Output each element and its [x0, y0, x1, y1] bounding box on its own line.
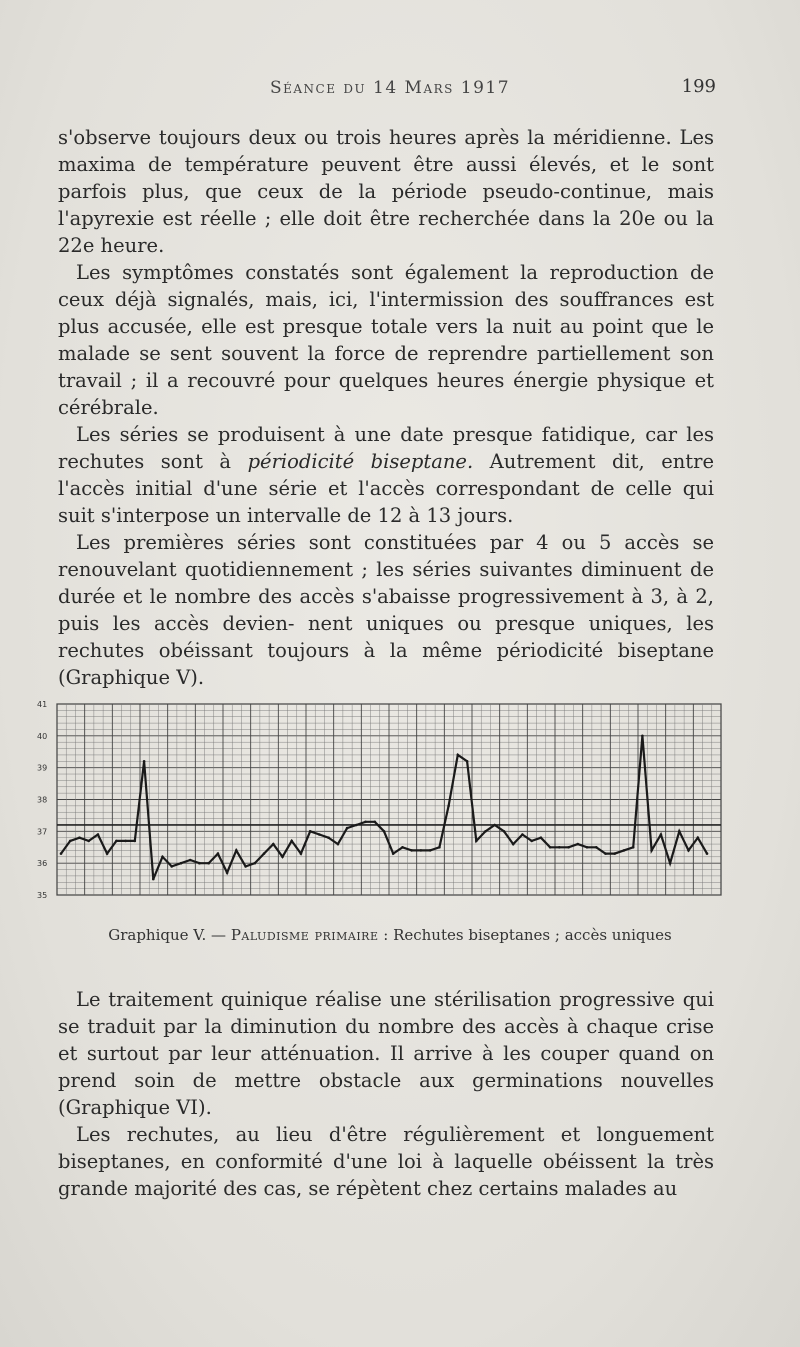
temperature-point — [567, 846, 570, 849]
paragraph-6: Les rechutes, au lieu d'être régulièrement et longuement biseptanes, en conformité d'une loi à laquelle obéissent la très grande majorité des cas, se répètent chez certains malades au — [58, 1123, 714, 1200]
y-tick-label: 37 — [37, 827, 48, 837]
temperature-point — [392, 852, 395, 855]
temperature-point — [272, 843, 275, 846]
temperature-point — [447, 805, 450, 808]
paragraph-3-end: Autrement dit, entre l'accès initial d'une série et l'accès correspondant de celle qui suit s'interpose un intervalle de 12 à 13 jours. — [58, 450, 714, 527]
temperature-point — [650, 849, 653, 852]
temperature-point — [346, 827, 349, 830]
temperature-point — [364, 821, 367, 824]
temperature-point — [493, 824, 496, 827]
y-tick-label: 38 — [37, 795, 48, 805]
temperature-point — [124, 840, 127, 843]
temperature-point — [254, 862, 257, 865]
temperature-point — [577, 843, 580, 846]
temperature-point — [244, 865, 247, 868]
paragraph-4: Les premières séries sont constituées par 4 ou 5 accès se renouvelant quotidiennement ; les séries suivantes diminuent de durée et le nombre des accès s'abaisse progressivement à 3, à 2, puis les accès devien- nent uniques ou presque uniques, les rechutes obéissant toujours à la même périodicité biseptane (Graphique V). — [58, 531, 714, 689]
temperature-point — [632, 846, 635, 849]
temperature-point — [475, 840, 478, 843]
temperature-point — [697, 836, 700, 839]
temperature-point — [318, 833, 321, 836]
temperature-chart-svg — [35, 690, 725, 910]
temperature-point — [217, 852, 220, 855]
temperature-point — [134, 840, 137, 843]
temperature-point — [152, 878, 155, 881]
caption-prefix: Graphique V. — — [108, 926, 231, 944]
temperature-point — [595, 846, 598, 849]
temperature-point — [106, 852, 109, 855]
paragraph-3-start: Les séries se produisent à une date presque fatidique, car les rechutes sont à — [58, 423, 714, 473]
temperature-point — [226, 871, 229, 874]
temperature-point — [678, 830, 681, 833]
temperature-point — [586, 846, 589, 849]
temperature-point — [641, 735, 644, 738]
temperature-point — [309, 830, 312, 833]
temperature-point — [300, 852, 303, 855]
body-text-after-figure — [58, 986, 714, 1202]
temperature-point — [521, 833, 524, 836]
temperature-point — [429, 849, 432, 852]
temperature-point — [161, 856, 164, 859]
paragraph-1: s'observe toujours deux ou trois heures après la méridienne. Les maxima de température peuvent être aussi élevés, et le sont parfois plus, que ceux de la période pseudo-continue, mais l'apyrexie est réelle ; elle doit être recherchée dans la 20e ou la 22e heure. — [58, 126, 714, 257]
temperature-point — [530, 840, 533, 843]
figure-caption — [40, 926, 740, 944]
temperature-point — [623, 849, 626, 852]
y-tick-label: 39 — [37, 763, 48, 773]
temperature-point — [60, 852, 63, 855]
temperature-point — [558, 846, 561, 849]
y-tick-label: 41 — [37, 700, 48, 709]
running-title: Séance du 14 Mars 1917 — [269, 78, 511, 98]
temperature-point — [115, 840, 118, 843]
temperature-point — [669, 862, 672, 865]
caption-title: Paludisme primaire — [230, 926, 379, 944]
temperature-point — [235, 849, 238, 852]
temperature-point — [613, 852, 616, 855]
temperature-point — [180, 862, 183, 865]
temperature-point — [410, 849, 413, 852]
page-number: 199 — [681, 76, 716, 97]
temperature-point — [78, 836, 81, 839]
temperature-point — [660, 833, 663, 836]
temperature-point — [189, 859, 192, 862]
paragraph-3-emphasis: périodicité biseptane. — [247, 450, 474, 473]
temperature-point — [281, 856, 284, 859]
temperature-point — [484, 830, 487, 833]
temperature-point — [69, 840, 72, 843]
paragraph-3 — [58, 421, 714, 529]
temperature-point — [503, 830, 506, 833]
temperature-chart — [35, 690, 725, 910]
temperature-point — [457, 754, 460, 757]
temperature-point — [706, 852, 709, 855]
temperature-point — [383, 830, 386, 833]
temperature-point — [207, 862, 210, 865]
temperature-point — [438, 846, 441, 849]
temperature-point — [337, 843, 340, 846]
temperature-point — [374, 821, 377, 824]
paragraph-5: Le traitement quinique réalise une stérilisation progressive qui se traduit par la diminution du nombre des accès à chaque crise et surtout par leur atténuation. Il arrive à les couper quand on prend soin de mettre obstacle aux germinations nouvelles (Graphique VI). — [58, 988, 714, 1119]
temperature-point — [687, 849, 690, 852]
temperature-point — [263, 852, 266, 855]
temperature-point — [512, 843, 515, 846]
paragraph-2: Les symptômes constatés sont également la reproduction de ceux déjà signalés, mais, ici, l'intermission des souffrances est plus accusée, elle est presque totale vers la nuit au point que le malade se sent souvent la force de reprendre partiellement son travail ; il a recouvré pour quelques heures énergie physique et cérébrale. — [58, 261, 714, 419]
temperature-point — [604, 852, 607, 855]
temperature-point — [401, 846, 404, 849]
y-tick-label: 36 — [37, 859, 48, 869]
caption-rest: : Rechutes biseptanes ; accès uniques — [378, 926, 672, 944]
temperature-point — [87, 840, 90, 843]
temperature-point — [466, 760, 469, 763]
temperature-point — [549, 846, 552, 849]
y-tick-label: 40 — [37, 731, 48, 741]
temperature-point — [540, 836, 543, 839]
y-tick-label: 35 — [37, 891, 48, 900]
temperature-point — [420, 849, 423, 852]
running-head — [60, 78, 720, 106]
temperature-point — [97, 833, 100, 836]
temperature-point — [327, 836, 330, 839]
body-text-before-figure — [58, 124, 714, 691]
temperature-point — [170, 865, 173, 868]
temperature-point — [198, 862, 201, 865]
temperature-point — [143, 760, 146, 763]
temperature-point — [355, 824, 358, 827]
temperature-point — [290, 840, 293, 843]
